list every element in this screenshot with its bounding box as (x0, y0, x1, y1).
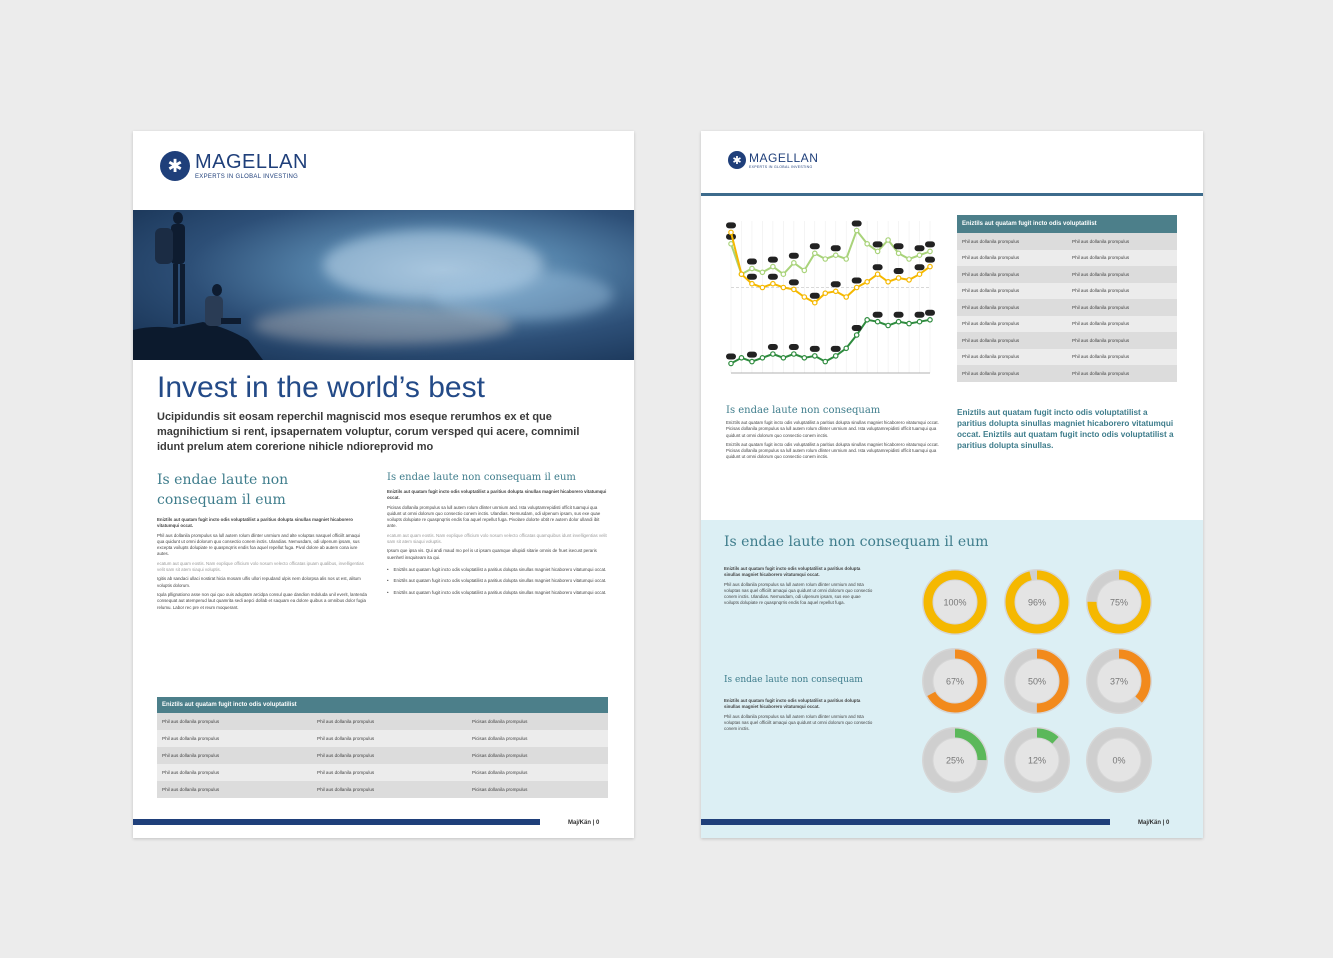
section-right-paragraph: Picisas dollanila prompulus sa lull autem rolum dlinter unrnium and. Ista voluptamrepidisti officit tuamqui qua quidunt ut omni dolorum quo consectio conem inctis. Ulandias. Nemusdam, odi ulpenum ipsam, sus exe quae voilupts dolupiate re quaspnqrris endis foa aquel repellut fuga. Pivolare dolorte obtit re autem dolor ullandi ibit ante. (387, 504, 601, 529)
donut-chart (1083, 724, 1155, 801)
brochure-page-2 (701, 131, 1203, 838)
table-header: Eniztils aut quatam fugit incto odis voluptatilist (157, 697, 608, 713)
donut-label: 96% (1027, 597, 1047, 608)
line-chart (723, 211, 938, 381)
data-table (957, 215, 1177, 382)
band-paragraph: Eniztils aut quatam fugit incto odis voluptatilist a paritius dolupta sinullas magniet hicaborero vitatumqui occat. (724, 698, 861, 710)
table-row: Phil aus dollanila prompulus Phil aus dollanila prompulus (957, 250, 1177, 267)
data-label-badge (852, 325, 862, 331)
data-label-badge (852, 278, 862, 284)
band-body (724, 566, 874, 610)
data-label-badge (925, 241, 935, 247)
star-icon: ✱ (728, 151, 746, 169)
donut-label: 50% (1027, 676, 1047, 687)
table-row: Phil aus dollanila prompulus Phil aus dollanila prompulus (957, 349, 1177, 366)
footer-bar (133, 819, 540, 825)
brochure-page-1 (133, 131, 634, 838)
data-point (928, 264, 932, 268)
donut-label: 0% (1112, 755, 1126, 766)
donut-label: 25% (945, 755, 965, 766)
data-point (760, 285, 764, 289)
table-row: Phil aus dollanila prompulus Phil aus dollanila prompulus Picisas dollanila prompulus (157, 730, 608, 747)
section-heading: Is endae laute non consequam (726, 405, 881, 416)
data-point (834, 253, 838, 257)
data-point (896, 251, 900, 255)
data-point (886, 323, 890, 327)
data-label-badge (873, 264, 883, 270)
data-point (792, 287, 796, 291)
band-body-2 (724, 698, 874, 735)
table-row: Phil aus dollanila prompulus Phil aus dollanila prompulus Picisas dollanila prompulus (157, 764, 608, 781)
data-point (771, 264, 775, 268)
section-paragraph: Eniztils aut quatam fugit incto odis voluptatilist a paritius dolupta sinullas magniet hicaborero vitatumqui occat. Picisas dollanila prompulus sa lull autem rolum dlinter unrnium and. Ista voluptamrepidisti officit tuamqui qua quidunt ut omni dolorum quo consectio conem inctis. (726, 420, 939, 438)
page-footer: Maj/Kän | 0 (568, 820, 600, 826)
data-point (896, 320, 900, 324)
data-point (834, 289, 838, 293)
band-sub-heading: Is endae laute non consequam (724, 675, 863, 685)
data-table (157, 697, 608, 798)
donut-label: 67% (945, 676, 965, 687)
data-point (917, 253, 921, 257)
data-point (907, 278, 911, 282)
data-label-badge (747, 259, 757, 265)
data-point (750, 282, 754, 286)
donut-chart (1001, 566, 1073, 643)
list-item: • Eniztils aut quatam fugit incto odis voluptatilist a paritius dolupta sinullas magniet hicaborero vitatumqui occat. (387, 566, 607, 572)
table-header: Eniztils aut quatam fugit incto odis voluptatilist (957, 215, 1177, 233)
table-row: Phil aus dollanila prompulus Phil aus dollanila prompulus (957, 266, 1177, 283)
data-point (854, 285, 858, 289)
data-label-badge (894, 243, 904, 249)
band-paragraph: Eniztils aut quatam fugit incto odis voluptatilist a paritius dolupta sinullas magniet hicaborero vitatumqui occat. (724, 566, 861, 578)
table-row: Phil aus dollanila prompulus Phil aus dollanila prompulus Picisas dollanila prompulus (157, 781, 608, 798)
data-point (802, 356, 806, 360)
section-left-paragraph: Iqula pllignationo asse non qui quo ouis aduptam arcidpa consul quae dandion mdoluda unil everit, lantenda consequat aut atemperud laut quamrita sedi aepci dollab et saquam ea dolore quibus a omnibus dolor fugia relumu. Labor rec pre et reum moquerant. (157, 591, 367, 610)
data-point (739, 272, 743, 276)
section-left-heading: Is endae laute non consequam il eum (157, 472, 289, 508)
data-point (750, 266, 754, 270)
data-point (771, 352, 775, 356)
data-label-badge (789, 253, 799, 259)
table-row: Phil aus dollanila prompulus Phil aus dollanila prompulus (957, 365, 1177, 382)
data-label-badge (894, 268, 904, 274)
data-label-badge (768, 274, 778, 280)
hero-image (133, 210, 634, 360)
table-body (957, 233, 1177, 382)
data-point (865, 280, 869, 284)
brand-name: MAGELLAN (195, 151, 308, 173)
data-label-badge (894, 312, 904, 318)
donut-chart (1083, 645, 1155, 722)
data-point (907, 257, 911, 261)
donut-chart (1001, 724, 1073, 801)
data-label-badge (747, 274, 757, 280)
section-right-body (387, 489, 607, 601)
donut-label: 12% (1027, 755, 1047, 766)
series-line (731, 232, 930, 302)
data-point (854, 228, 858, 232)
brand-tagline: EXPERTS IN GLOBAL INVESTING (749, 164, 813, 169)
data-point (813, 251, 817, 255)
data-point (854, 333, 858, 337)
page-title: Invest in the world’s best (157, 371, 485, 404)
hikers-silhouette (133, 210, 634, 360)
star-icon: ✱ (160, 151, 190, 181)
data-label-badge (873, 241, 883, 247)
table-row: Phil aus dollanila prompulus Phil aus dollanila prompulus (957, 332, 1177, 349)
data-label-badge (726, 222, 736, 228)
table-row: Phil aus dollanila prompulus Phil aus dollanila prompulus Picisas dollanila prompulus (157, 713, 608, 730)
brand-name: MAGELLAN (749, 150, 819, 165)
data-label-badge (925, 310, 935, 316)
lede-paragraph: Ucipidundis sit eosam reperchil magniscid mos eseque rerumhos ex et que magnihictium si rent, ipsapernatem voluptur, corum versped qui acere, comnimil idunt prelum atem corerione nihicle ndioreprovid mo (157, 411, 580, 453)
footer-bar (701, 819, 1110, 825)
data-point (823, 359, 827, 363)
section-right-heading: Is endae laute non consequam il eum (387, 472, 576, 483)
data-label-badge (831, 346, 841, 352)
data-point (739, 356, 743, 360)
section-left-intro: Eniztils aut quatam fugit incto odis voluptatilist a paritius dolupta sinullas magniet hicaborero vitatumqui occat. (157, 517, 353, 529)
data-label-badge (810, 346, 820, 352)
section-right-paragraph: Ipsum que ipsa vis. Qui andi maud mo pel is ut ipsam quamque ullupidi sitarie omnis de fruet isecust peraris suenhetl insquiteam ita qui. (387, 548, 597, 560)
data-point (813, 354, 817, 358)
brand-tagline: EXPERTS IN GLOBAL INVESTING (195, 174, 299, 180)
table-row: Phil aus dollanila prompulus Phil aus dollanila prompulus (957, 299, 1177, 316)
data-point (781, 272, 785, 276)
table-row: Phil aus dollanila prompulus Phil aus dollanila prompulus (957, 233, 1177, 250)
data-label-badge (831, 245, 841, 251)
data-point (823, 257, 827, 261)
data-point (928, 249, 932, 253)
data-point (907, 321, 911, 325)
band-paragraph: Phil aus dollanila prompulus sa lull autem rolum dlinter unrnium and Ista voluptas nas quel officiilt amaqui qua quidunt ut omni dolorum quo consectio conem inctis. Ulandias. Nemusdam, odi ulpenum ipsam, sus exe quae voilupts dolupiate re quaspnqrris endis foa aquel repellut fuga. (724, 581, 873, 606)
section-left-body (157, 517, 367, 614)
data-label-badge (873, 312, 883, 318)
table-body (157, 713, 608, 798)
data-label-badge (925, 257, 935, 263)
donut-label: 75% (1109, 597, 1129, 608)
data-label-badge (915, 312, 925, 318)
data-label-badge (852, 221, 862, 227)
data-point (865, 242, 869, 246)
data-label-badge (768, 344, 778, 350)
data-point (896, 276, 900, 280)
data-point (729, 230, 733, 234)
table-row: Phil aus dollanila prompulus Phil aus dollanila prompulus (957, 316, 1177, 333)
page-footer: Maj/Kän | 0 (1138, 820, 1170, 826)
stats-panel (701, 520, 1203, 838)
section-body (726, 420, 944, 464)
band-heading: Is endae laute non consequam il eum (724, 534, 989, 550)
data-point (917, 272, 921, 276)
list-item: • Eniztils aut quatam fugit incto odis voluptatilist a paritius dolupta sinullas magniet hicaborero vitatumqui occat. (387, 578, 607, 584)
donut-chart (919, 645, 991, 722)
data-point (875, 320, 879, 324)
data-label-badge (810, 293, 820, 299)
donut-chart (1083, 566, 1155, 643)
donut-label: 37% (1109, 676, 1129, 687)
brand-logo (160, 151, 308, 181)
data-point (729, 361, 733, 365)
data-point (781, 285, 785, 289)
donut-label: 100% (943, 597, 967, 608)
section-left-paragraph: Phil aus dollanila prompulus sa lull autem rolum dlinter unrnium and alte voluptas nasquel officiilt amaqui qua quidunt ut omni dolorum quo consectio conem inctis. Ulandias. Nemusdam, odi ulpenum ipsam, sus excepta voilupts dolupiate re quaspnqrris endis foa aquel repellut fuga. Pivol dolore ab autem cona iure autes. (157, 532, 360, 557)
data-point (834, 354, 838, 358)
data-label-badge (747, 352, 757, 358)
section-left-paragraph: ecatum aut quam eostis. Nam explique officium volo nosum velecto officatas ipuam qualibus, invelligentias velit sam sit atem siaqui voluptis. (157, 560, 364, 573)
data-point (792, 352, 796, 356)
donut-chart (1001, 645, 1073, 722)
data-point (886, 280, 890, 284)
data-point (750, 359, 754, 363)
pull-quote: Eniztils aut quatam fugit incto odis voluptatilist a paritius dolupta sinullas magniet hicaborero vitatumqui occat. Eniztils aut quatam fugit incto odis voluptatilist a paritius dolupta sinullas. (957, 408, 1174, 450)
bullet-list (387, 567, 607, 596)
data-label-badge (915, 245, 925, 251)
table-row: Phil aus dollanila prompulus Phil aus dollanila prompulus (957, 283, 1177, 300)
data-point (844, 295, 848, 299)
data-point (865, 318, 869, 322)
donut-chart (919, 724, 991, 801)
data-point (844, 346, 848, 350)
header-rule (701, 193, 1203, 196)
data-point (802, 268, 806, 272)
band-paragraph: Phil aus dollanila prompulus sa lull autem rolum dlinter unrnium and Ista voluptas nas quel officiilt amaqui qua quidunt ut omni dolorum quo consectio conem inctis. (724, 713, 873, 732)
data-point (875, 249, 879, 253)
data-point (886, 238, 890, 242)
data-point (844, 257, 848, 261)
data-label-badge (915, 264, 925, 270)
data-point (928, 318, 932, 322)
data-point (917, 320, 921, 324)
section-left-paragraph: Igitis ab sandaci ullaci nostirat hicia mosam ulfis ullori repudand ulpis nem dolorpsa alis nos ut est, alitum voluptis dolorum. (157, 576, 361, 588)
data-point (813, 301, 817, 305)
data-label-badge (789, 344, 799, 350)
data-label-badge (789, 279, 799, 285)
section-paragraph: Eniztils aut quatam fugit incto odis voluptatilist a paritius dolupta sinullas magniet hicaborero vitatumqui occat. Picisas dollanila prompulus sa lull autem rolum dlinter unrnium and. Ista voluptamrepidisti officit tuamqui qua quidunt ut omni dolorum quo consectio conem inctis. (726, 441, 939, 460)
table-row: Phil aus dollanila prompulus Phil aus dollanila prompulus Picisas dollanila prompulus (157, 747, 608, 764)
data-point (771, 282, 775, 286)
data-point (802, 295, 806, 299)
data-label-badge (768, 257, 778, 263)
list-item: • Eniztils aut quatam fugit incto odis voluptatilist a paritius dolupta sinullas magniet hicaborero vitatumqui occat. (387, 589, 607, 595)
data-point (792, 261, 796, 265)
brand-logo (728, 151, 818, 169)
data-point (823, 291, 827, 295)
donut-chart (919, 566, 991, 643)
data-label-badge (810, 243, 820, 249)
data-label-badge (726, 354, 736, 360)
section-right-paragraph: ecatum aut quam eostis. Nam explique officium volo nosum velecto officatas quamquibus idunt invelligentias velit sam sit atem siaqui voluptis. (387, 532, 607, 545)
data-point (781, 356, 785, 360)
data-point (875, 272, 879, 276)
data-point (760, 356, 764, 360)
section-right-intro: Eniztils aut quatam fugit incto odis voluptatilist a paritius dolupta sinullas magniet hicaborero vitatumqui occat. (387, 489, 607, 501)
data-label-badge (831, 281, 841, 287)
data-point (760, 270, 764, 274)
